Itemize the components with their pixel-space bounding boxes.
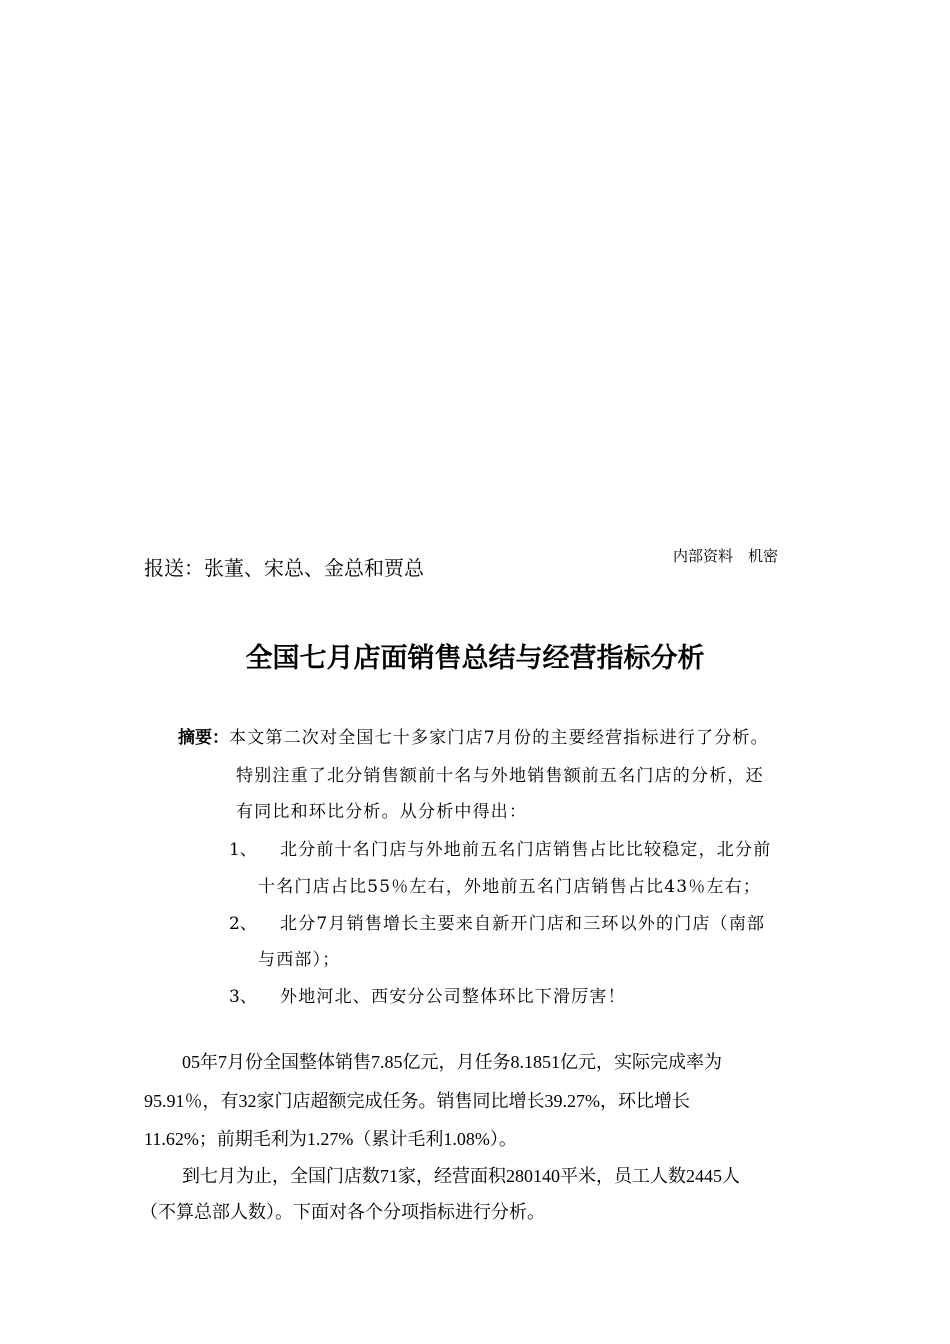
paragraph-line: 95.91％，有32家门店超额完成任务。销售同比增长39.27%，环比增长 (144, 1091, 690, 1111)
classification-label: 内部资料 机密 (673, 547, 779, 565)
report-to-line: 报送：张董、宋总、金总和贾总 (144, 556, 424, 580)
paragraph-line: （不算总部人数）。下面对各个分项指标进行分析。 (140, 1202, 545, 1222)
list-item-number: 2、 (229, 914, 257, 934)
abstract-first-line (178, 723, 769, 748)
abstract-label: 摘要： (178, 728, 229, 748)
list-item-text: 与西部）； (258, 950, 341, 970)
abstract-line-text: 特别注重了北分销售额前十名与外地销售额前五名门店的分析，还 (236, 766, 764, 786)
list-item-number: 1、 (229, 840, 257, 860)
abstract-line-text: 有同比和环比分析。从分析中得出： (236, 802, 528, 822)
paragraph-line: 11.62%；前期毛利为1.27%（累计毛利1.08%）。 (144, 1129, 517, 1149)
list-item-text: 十名门店占比55％左右，外地前五名门店销售占比43％左右； (258, 877, 762, 897)
paragraph-line: 05年7月份全国整体销售7.85亿元，月任务8.1851亿元，实际完成率为 (182, 1052, 722, 1072)
paragraph-line: 到七月为止，全国门店数71家，经营面积280140平米，员工人数2445人 (182, 1166, 740, 1186)
list-item-text: 北分7月销售增长主要来自新开门店和三环以外的门店（南部 (280, 914, 766, 934)
list-item-text: 北分前十名门店与外地前五名门店销售占比比较稳定，北分前 (280, 840, 772, 860)
list-item-number: 3、 (229, 987, 257, 1007)
abstract-line-text: 本文第二次对全国七十多家门店7月份的主要经营指标进行了分析。 (229, 728, 769, 748)
document-title: 全国七月店面销售总结与经营指标分析 (245, 643, 705, 674)
list-item-text: 外地河北、西安分公司整体环比下滑厉害！ (280, 987, 626, 1007)
